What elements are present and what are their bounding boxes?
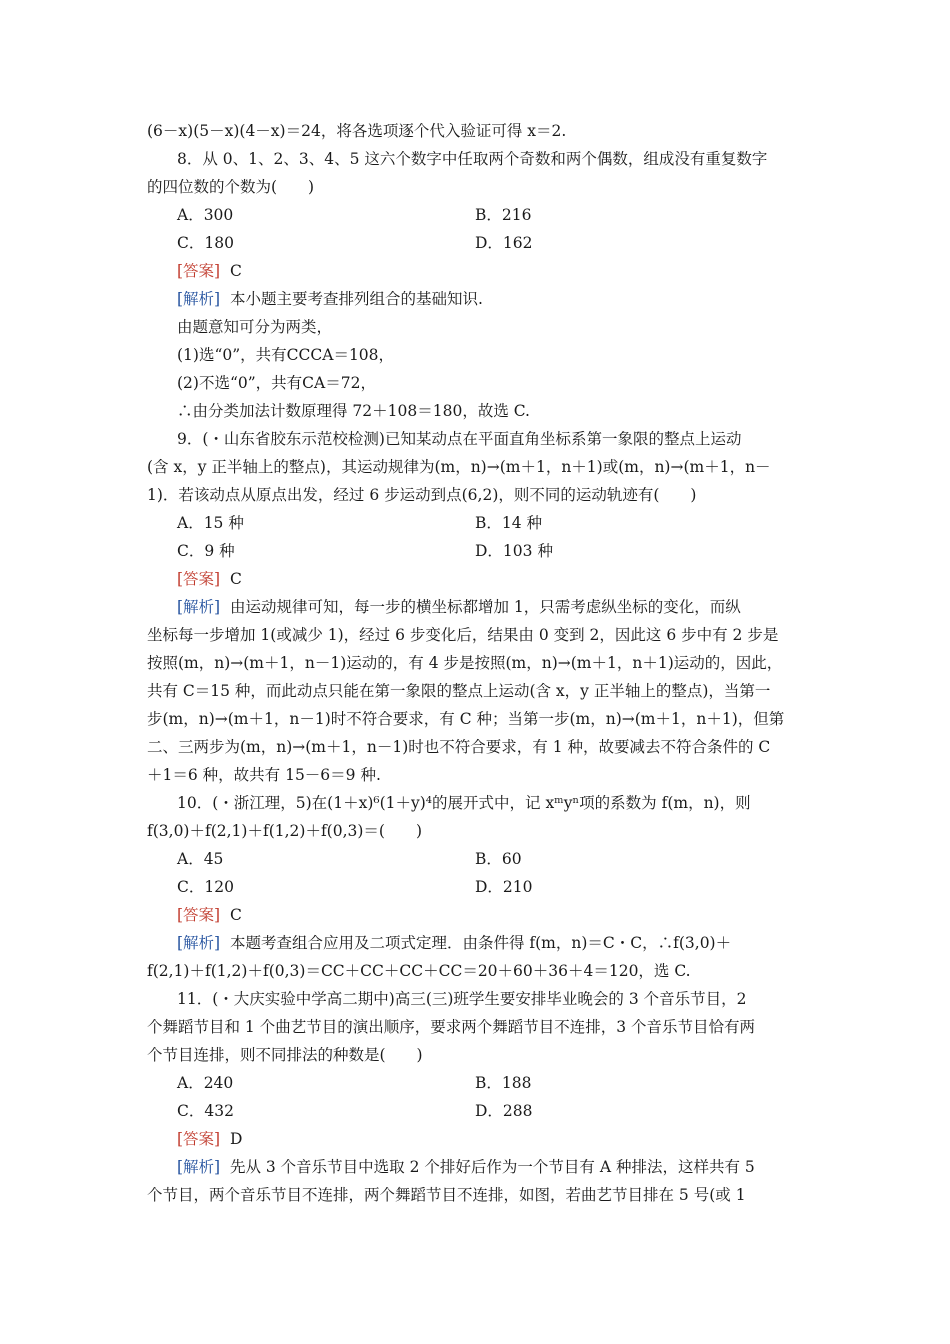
option-c: C．9 种	[177, 542, 235, 560]
option-d: D．288	[475, 1102, 533, 1120]
analysis-line	[177, 597, 741, 617]
option-d: D．210	[475, 878, 533, 896]
text-line: (6－x)(5－x)(4－x)＝24，将各选项逐个代入验证可得 x＝2.	[147, 122, 567, 140]
question-11-stem: 11．(・大庆实验中学高二期中)高三(三)班学生要安排毕业晚会的 3 个音乐节目，2	[177, 990, 747, 1008]
analysis-line	[177, 289, 483, 309]
option-a: A．45	[177, 850, 224, 868]
answer-line	[177, 1129, 242, 1149]
answer-value: C	[229, 570, 242, 588]
answer-tag: [答案]	[177, 906, 221, 924]
question-9-stem: 1)．若该动点从原点出发，经过 6 步运动到点(6,2)，则不同的运动轨迹有( )	[147, 486, 697, 504]
analysis-text: 按照(m，n)→(m＋1，n－1)运动的，有 4 步是按照(m，n)→(m＋1，n＋1)运动的，因此，	[147, 654, 783, 672]
option-b: B．60	[475, 850, 522, 868]
analysis-tag: [解析]	[177, 290, 221, 308]
analysis-text: 由运动规律可知，每一步的横坐标都增加 1，只需考虑纵坐标的变化，而纵	[229, 598, 741, 616]
option-a: A．15 种	[177, 514, 244, 532]
analysis-text: 共有 C＝15 种，而此动点只能在第一象限的整点上运动(含 x，y 正半轴上的整点)，当第一	[147, 682, 771, 700]
analysis-tag: [解析]	[177, 598, 221, 616]
analysis-text: 二、三两步为(m，n)→(m＋1，n－1)时也不符合要求，有 1 种，故要减去不符合条件的 C	[147, 738, 771, 756]
answer-line	[177, 569, 242, 589]
analysis-text: 本小题主要考查排列组合的基础知识.	[229, 290, 483, 308]
analysis-line	[177, 933, 731, 953]
analysis-text: 由题意知可分为两类，	[177, 318, 333, 336]
analysis-tag: [解析]	[177, 1158, 221, 1176]
analysis-text: (2)不选“0”，共有CA＝72，	[177, 374, 376, 392]
answer-value: C	[229, 906, 242, 924]
analysis-tag: [解析]	[177, 934, 221, 952]
analysis-text: 先从 3 个音乐节目中选取 2 个排好后作为一个节目有 A 种排法，这样共有 5	[229, 1158, 755, 1176]
answer-value: D	[229, 1130, 243, 1148]
question-10-stem: 10．(・浙江理，5)在(1＋x)⁶(1＋y)⁴的展开式中，记 xᵐyⁿ项的系数为 f(m，n)，则	[177, 794, 751, 812]
analysis-text: (1)选“0”，共有CCCA＝108，	[177, 346, 395, 364]
analysis-text: ＋1＝6 种，故共有 15－6＝9 种.	[147, 766, 381, 784]
analysis-text: 步(m，n)→(m＋1，n－1)时不符合要求，有 C 种；当第一步(m，n)→(m＋1，n＋1)，但第	[147, 710, 785, 728]
option-c: C．180	[177, 234, 234, 252]
answer-value: C	[229, 262, 242, 280]
analysis-text: f(2,1)＋f(1,2)＋f(0,3)＝CC＋CC＋CC＋CC＝20＋60＋36＋4＝120，选 C.	[147, 962, 691, 980]
analysis-line	[177, 1157, 755, 1177]
answer-tag: [答案]	[177, 262, 221, 280]
option-d: D．162	[475, 234, 533, 252]
option-a: A．300	[177, 206, 234, 224]
analysis-text: 个节目，两个音乐节目不连排，两个舞蹈节目不连排，如图，若曲艺节目排在 5 号(或 1	[147, 1186, 746, 1204]
question-8-stem: 8．从 0、1、2、3、4、5 这六个数字中任取两个奇数和两个偶数，组成没有重复数字	[177, 150, 768, 168]
question-9-stem: (含 x，y 正半轴上的整点)，其运动规律为(m，n)→(m＋1，n＋1)或(m，n)→(m＋1，n－	[147, 458, 771, 476]
question-11-stem: 个节目连排，则不同排法的种数是( )	[147, 1046, 423, 1064]
analysis-text: 坐标每一步增加 1(或减少 1)，经过 6 步变化后，结果由 0 变到 2，因此这 6 步中有 2 步是	[147, 626, 779, 644]
question-10-stem: f(3,0)＋f(2,1)＋f(1,2)＋f(0,3)＝( )	[147, 822, 423, 840]
question-11-stem: 个舞蹈节目和 1 个曲艺节目的演出顺序，要求两个舞蹈节目不连排，3 个音乐节目恰有两	[147, 1018, 756, 1036]
answer-line	[177, 261, 242, 281]
answer-tag: [答案]	[177, 570, 221, 588]
option-b: B．14 种	[475, 514, 543, 532]
option-b: B．188	[475, 1074, 532, 1092]
option-d: D．103 种	[475, 542, 553, 560]
answer-line	[177, 905, 242, 925]
answer-tag: [答案]	[177, 1130, 221, 1148]
option-a: A．240	[177, 1074, 234, 1092]
question-9-stem: 9．(・山东省胶东示范校检测)已知某动点在平面直角坐标系第一象限的整点上运动	[177, 430, 742, 448]
option-c: C．432	[177, 1102, 234, 1120]
option-c: C．120	[177, 878, 234, 896]
option-b: B．216	[475, 206, 532, 224]
analysis-text: ∴由分类加法计数原理得 72＋108＝180，故选 C.	[177, 402, 530, 420]
question-8-stem: 的四位数的个数为( )	[147, 178, 315, 196]
analysis-text: 本题考查组合应用及二项式定理．由条件得 f(m，n)＝C・C，∴f(3,0)＋	[229, 934, 732, 952]
